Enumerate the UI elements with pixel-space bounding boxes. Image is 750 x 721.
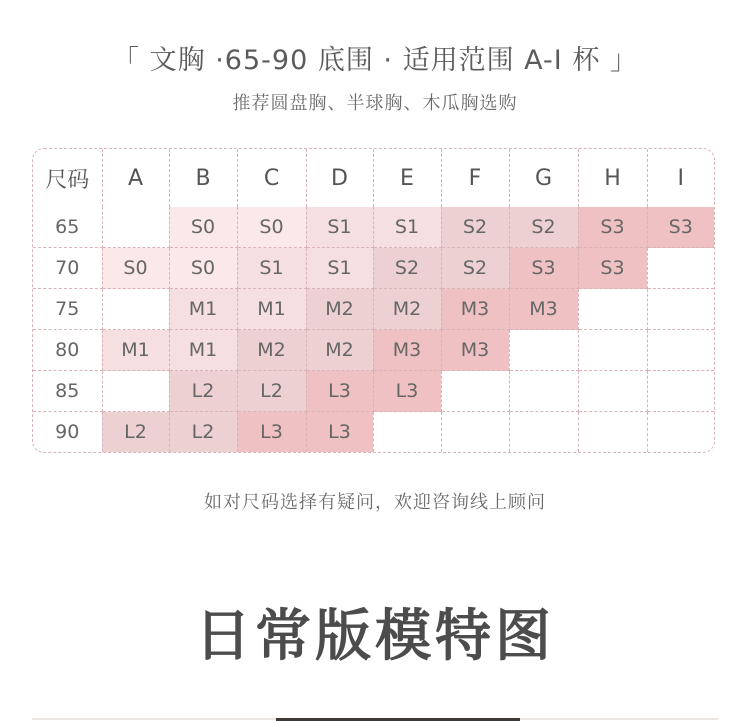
- band-label: 90: [33, 412, 102, 453]
- size-cell: S0: [169, 207, 237, 248]
- table-row: [33, 248, 714, 289]
- size-cell: M3: [441, 330, 509, 371]
- band-label: 80: [33, 330, 102, 371]
- size-table: [33, 149, 714, 452]
- size-cell: M1: [102, 330, 169, 371]
- table-row: [33, 412, 714, 453]
- size-cell: [509, 330, 578, 371]
- size-cell: S2: [441, 207, 509, 248]
- size-cell: [102, 207, 169, 248]
- band-label: 75: [33, 289, 102, 330]
- size-cell: S3: [578, 207, 647, 248]
- corner-label: 尺码: [33, 149, 102, 207]
- size-cell: [509, 412, 578, 453]
- size-cell: [578, 289, 647, 330]
- size-cell: S2: [441, 248, 509, 289]
- size-cell: L2: [237, 371, 306, 412]
- size-cell: [441, 412, 509, 453]
- size-cell: S3: [578, 248, 647, 289]
- cup-header-g: G: [509, 149, 578, 207]
- size-cell: S2: [509, 207, 578, 248]
- size-cell: S1: [306, 207, 373, 248]
- size-cell: L3: [373, 371, 441, 412]
- size-cell: M3: [509, 289, 578, 330]
- size-cell: M3: [441, 289, 509, 330]
- size-cell: L3: [306, 371, 373, 412]
- cup-header-i: I: [677, 165, 684, 191]
- band-label: 70: [33, 248, 102, 289]
- band-label: 85: [33, 371, 102, 412]
- size-cell: [373, 412, 441, 453]
- size-cell: [441, 371, 509, 412]
- cup-header-d: D: [306, 149, 373, 207]
- size-cell: [578, 412, 647, 453]
- size-cell: L3: [306, 412, 373, 453]
- size-table-header-row: [33, 149, 714, 207]
- size-cell: M1: [169, 330, 237, 371]
- size-cell: [578, 371, 647, 412]
- table-row: [33, 207, 714, 248]
- size-cell: M1: [237, 289, 306, 330]
- size-cell: [102, 289, 169, 330]
- size-cell: M2: [306, 330, 373, 371]
- table-row: [33, 330, 714, 371]
- size-cell: S0: [102, 248, 169, 289]
- size-cell: M2: [306, 289, 373, 330]
- size-cell: S1: [306, 248, 373, 289]
- size-cell: M2: [373, 289, 441, 330]
- size-cell: S1: [237, 248, 306, 289]
- size-cell: M3: [373, 330, 441, 371]
- size-cell: [647, 330, 714, 371]
- size-cell: [647, 371, 714, 412]
- size-cell: [102, 371, 169, 412]
- page-subtitle: 推荐圆盘胸、半球胸、木瓜胸选购: [232, 93, 518, 114]
- cup-header-e: E: [373, 149, 441, 207]
- table-row: [33, 289, 714, 330]
- consult-note: 如对尺码选择有疑问，欢迎咨询线上顾问: [204, 492, 546, 513]
- size-cell: M1: [169, 289, 237, 330]
- section-title: 日常版模特图: [195, 604, 555, 669]
- band-label: 65: [33, 207, 102, 248]
- cup-header-h: H: [578, 149, 647, 207]
- size-cell: L2: [169, 371, 237, 412]
- cup-header-b: B: [169, 149, 237, 207]
- size-cell: L3: [237, 412, 306, 453]
- cup-header-f: F: [441, 149, 509, 207]
- size-cell: [647, 248, 714, 289]
- size-cell: [578, 330, 647, 371]
- cup-header-a: A: [102, 149, 169, 207]
- size-cell: [647, 412, 714, 453]
- size-cell: L2: [102, 412, 169, 453]
- size-cell: [647, 289, 714, 330]
- size-cell: L2: [169, 412, 237, 453]
- size-cell: [509, 371, 578, 412]
- size-cell: S1: [373, 207, 441, 248]
- cup-header-c: C: [237, 149, 306, 207]
- size-cell: S0: [237, 207, 306, 248]
- size-table-frame: [32, 148, 715, 453]
- size-cell: M2: [237, 330, 306, 371]
- size-table-body: [33, 207, 714, 452]
- table-row: [33, 371, 714, 412]
- size-cell: S2: [373, 248, 441, 289]
- size-cell: S3: [647, 207, 714, 248]
- size-cell: S3: [509, 248, 578, 289]
- page-title: 「 文胸 ·65-90 底围 · 适用范围 A-I 杯 」: [112, 45, 638, 76]
- size-cell: S0: [169, 248, 237, 289]
